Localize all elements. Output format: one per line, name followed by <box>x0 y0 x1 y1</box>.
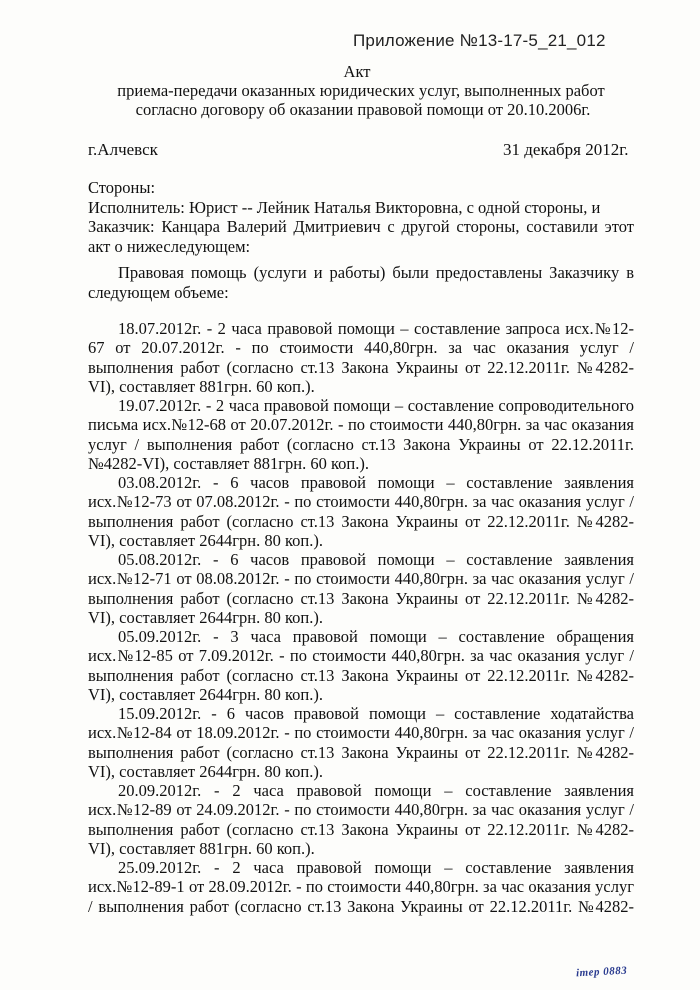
service-entry-line: 05.08.2012г. - 6 часов правовой помощи – составление заявления <box>118 550 634 569</box>
service-entry <box>88 627 634 704</box>
parties-heading: Стороны: <box>88 178 156 197</box>
service-entry-line: выполнения работ (согласно ст.13 Закона Украины от 22.12.2011г. №4282- <box>88 819 634 839</box>
services-list <box>88 319 634 916</box>
title-contract: согласно договору об оказании правовой помощи от 20.10.2006г. <box>135 100 591 119</box>
service-entry-line: VI), составляет 881грн. 60 коп.). <box>88 376 315 396</box>
service-entry <box>88 704 634 781</box>
appendix-reference: Приложение №13-17-5_21_012 <box>353 31 606 50</box>
title-act: Акт <box>343 62 371 81</box>
service-entry-line: 67 от 20.07.2012г. - по стоимости 440,80грн. за час оказания услуг / <box>88 338 634 358</box>
service-entry-line: исх.№12-71 от 08.08.2012г. - по стоимости 440,80грн. за час оказания услуг / <box>88 569 634 589</box>
parties-customer: Заказчик: Канцара Валерий Дмитриевич с другой стороны, составили этот <box>88 217 634 236</box>
archive-stamp: imep 0883 <box>575 964 628 980</box>
service-entry-line: 20.09.2012г. - 2 часа правовой помощи – составление заявления <box>118 781 634 800</box>
service-entry-line: выполнения работ (согласно ст.13 Закона Украины от 22.12.2011г. №4282- <box>88 665 634 685</box>
service-entry-line: исх.№12-85 от 7.09.2012г. - по стоимости 440,80грн. за час оказания услуг / <box>88 646 634 666</box>
service-entry-line: исх.№12-89 от 24.09.2012г. - по стоимости 440,80грн. за час оказания услуг / <box>88 800 634 820</box>
document-date: 31 декабря 2012г. <box>503 140 629 159</box>
service-entry-line: исх.№12-84 от 18.09.2012г. - по стоимости 440,80грн. за час оказания услуг / <box>88 723 634 743</box>
parties-executor: Исполнитель: Юрист -- Лейник Наталья Викторовна, с одной стороны, и <box>88 197 601 217</box>
parties-closing: акт о нижеследующем: <box>88 236 251 256</box>
service-entry-line: VI), составляет 881грн. 60 коп.). <box>88 838 315 858</box>
parties-section <box>88 178 634 256</box>
intro-line: следующем объеме: <box>88 282 229 302</box>
service-entry <box>88 473 634 550</box>
service-entry-line: 19.07.2012г. - 2 часа правовой помощи – составление сопроводительного <box>118 396 634 415</box>
service-entry-line: VI), составляет 2644грн. 80 коп.). <box>88 761 323 781</box>
service-entry-line: 03.08.2012г. - 6 часов правовой помощи – составление заявления <box>118 473 634 492</box>
service-entry-line: выполнения работ (согласно ст.13 Закона Украины от 22.12.2011г. №4282- <box>88 588 634 608</box>
service-entry-line: исх.№12-89-1 от 28.09.2012г. - по стоимости 440,80грн. за час оказания услуг <box>88 877 634 897</box>
service-entry-line: письма исх.№12-68 от 20.07.2012г. - по стоимости 440,80грн. за час оказания <box>88 415 634 435</box>
title-subject: приема-передачи оказанных юридических услуг, выполненных работ <box>117 81 605 100</box>
service-entry-line: 15.09.2012г. - 6 часов правовой помощи – составление ходатайства <box>118 704 634 723</box>
service-entry-line: / выполнения работ (согласно ст.13 Закона Украины от 22.12.2011г. №4282- <box>88 896 634 916</box>
service-entry-line: VI), составляет 2644грн. 80 коп.). <box>88 684 323 704</box>
service-entry <box>88 319 634 396</box>
service-entry-line: №4282-VI), составляет 881грн. 60 коп.). <box>88 453 369 473</box>
service-entry-line: VI), составляет 2644грн. 80 коп.). <box>88 530 323 550</box>
service-entry <box>88 550 634 627</box>
service-entry-line: VI), составляет 2644грн. 80 коп.). <box>88 607 323 627</box>
intro-paragraph <box>88 263 634 302</box>
service-entry <box>88 396 634 473</box>
document-title <box>0 62 700 119</box>
service-entry-line: услуг / выполнения работ (согласно ст.13 Закона Украины от 22.12.2011г. <box>88 434 634 454</box>
service-entry-line: выполнения работ (согласно ст.13 Закона Украины от 22.12.2011г. №4282- <box>88 511 634 531</box>
intro-line: Правовая помощь (услуги и работы) были предоставлены Заказчику в <box>118 263 634 282</box>
document-city: г.Алчевск <box>88 140 158 159</box>
service-entry-line: выполнения работ (согласно ст.13 Закона Украины от 22.12.2011г. №4282- <box>88 742 634 762</box>
service-entry-line: исх.№12-73 от 07.08.2012г. - по стоимости 440,80грн. за час оказания услуг / <box>88 492 634 512</box>
service-entry-line: 05.09.2012г. - 3 часа правовой помощи – составление обращения <box>118 627 634 646</box>
service-entry <box>88 858 634 916</box>
service-entry-line: выполнения работ (согласно ст.13 Закона Украины от 22.12.2011г. №4282- <box>88 357 634 377</box>
service-entry-line: 25.09.2012г. - 2 часа правовой помощи – составление заявления <box>118 858 634 877</box>
service-entry-line: 18.07.2012г. - 2 часа правовой помощи – составление запроса исх.№12- <box>118 319 634 338</box>
service-entry <box>88 781 634 858</box>
